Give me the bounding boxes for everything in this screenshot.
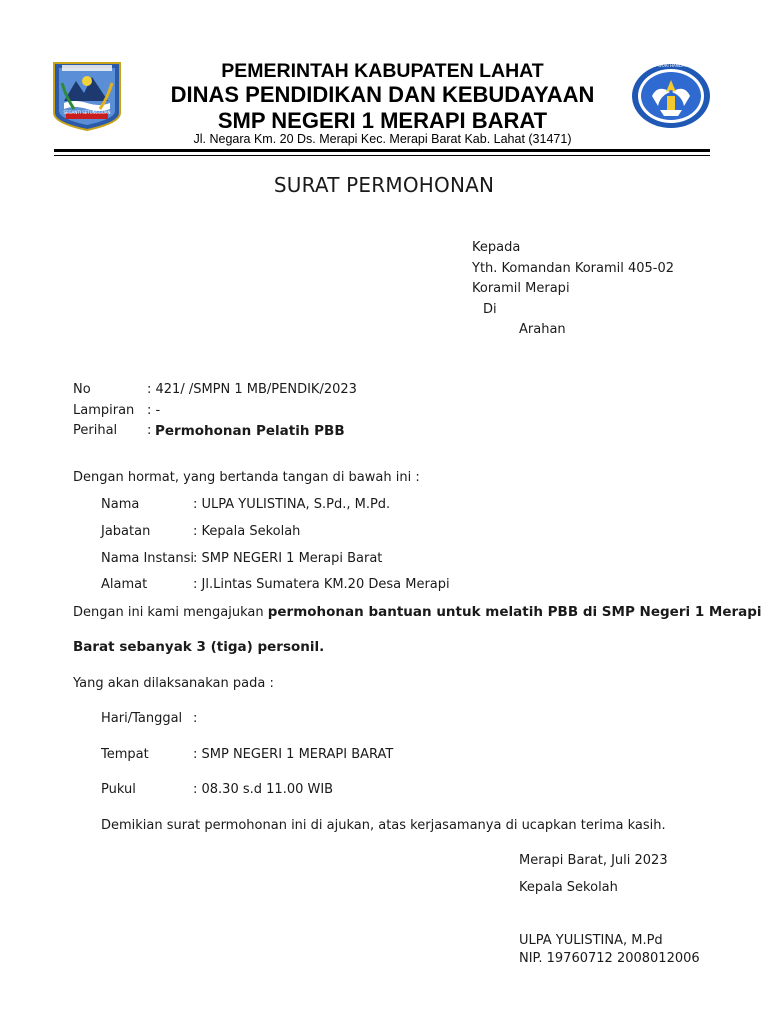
signature-position: Kepala Sekolah	[519, 880, 618, 895]
schedule-label: Tempat	[101, 747, 149, 762]
meta-lampiran-value: : -	[147, 403, 161, 418]
signature-place-date: Merapi Barat, Juli 2023	[519, 853, 668, 868]
schedule-value: :	[193, 711, 198, 726]
meta-perihal-label: Perihal	[73, 423, 118, 438]
schedule-label: Hari/Tanggal	[101, 711, 183, 726]
meta-perihal-colon: :	[147, 423, 152, 438]
identity-value: : Kepala Sekolah	[193, 524, 301, 539]
recipient-kepada: Kepada	[472, 240, 521, 255]
recipient-line1: Yth. Komandan Koramil 405-02	[472, 261, 675, 276]
tut-wuri-handayani-emblem-icon	[630, 62, 712, 130]
schedule-label: Pukul	[101, 782, 136, 797]
request-prefix: Dengan ini kami mengajukan	[73, 605, 268, 620]
identity-label: Nama	[101, 497, 140, 512]
letterhead-address: Jl. Negara Km. 20 Ds. Merapi Kec. Merapi Barat Kab. Lahat (31471)	[193, 132, 572, 146]
letterhead-government: PEMERINTAH KABUPATEN LAHAT	[221, 60, 544, 82]
meta-no-value: : 421/ /SMPN 1 MB/PENDIK/2023	[147, 382, 357, 397]
identity-value: : Jl.Lintas Sumatera KM.20 Desa Merapi	[193, 577, 450, 592]
letter-title: SURAT PERMOHONAN	[273, 173, 495, 197]
left-logo-banner: SEGANTI SETUNGGUAN	[63, 110, 111, 115]
recipient-line2: Koramil Merapi	[472, 281, 570, 296]
recipient-place: Arahan	[519, 322, 566, 337]
schedule-value: : SMP NEGERI 1 MERAPI BARAT	[193, 747, 394, 762]
opening-line: Dengan hormat, yang bertanda tangan di bawah ini :	[73, 470, 420, 485]
letterhead-rule-thick	[54, 149, 710, 152]
meta-lampiran-label: Lampiran	[73, 403, 135, 418]
request-bold-1: permohonan bantuan untuk melatih PBB di SMP Negeri 1 Merapi	[267, 604, 762, 620]
schedule-value: : 08.30 s.d 11.00 WIB	[193, 782, 334, 797]
lahat-regency-emblem-icon	[52, 61, 122, 131]
right-logo-banner: TUT WURI HANDAYANI	[648, 63, 694, 68]
request-line-1	[73, 604, 762, 621]
recipient-di: Di	[483, 302, 497, 317]
request-bold-2: Barat sebanyak 3 (tiga) personil.	[73, 639, 325, 655]
identity-label: Jabatan	[101, 524, 151, 539]
signature-nip: NIP. 19760712 2008012006	[519, 951, 700, 966]
letterhead-department: DINAS PENDIDIKAN DAN KEBUDAYAAN	[170, 82, 595, 107]
schedule-intro: Yang akan dilaksanakan pada :	[73, 676, 274, 691]
identity-value: : ULPA YULISTINA, S.Pd., M.Pd.	[193, 497, 391, 512]
letterhead-school: SMP NEGERI 1 MERAPI BARAT	[217, 108, 548, 133]
identity-label: Nama Instansi	[101, 551, 194, 566]
identity-label: Alamat	[101, 577, 148, 592]
meta-perihal-value: Permohonan Pelatih PBB	[155, 423, 345, 439]
letterhead-rule-thin	[54, 155, 710, 156]
meta-no-label: No	[73, 382, 91, 397]
closing-line: Demikian surat permohonan ini di ajukan, atas kerjasamanya di ucapkan terima kasih.	[101, 818, 666, 833]
identity-value: : SMP NEGERI 1 Merapi Barat	[193, 551, 383, 566]
signature-name: ULPA YULISTINA, M.Pd	[519, 933, 663, 948]
